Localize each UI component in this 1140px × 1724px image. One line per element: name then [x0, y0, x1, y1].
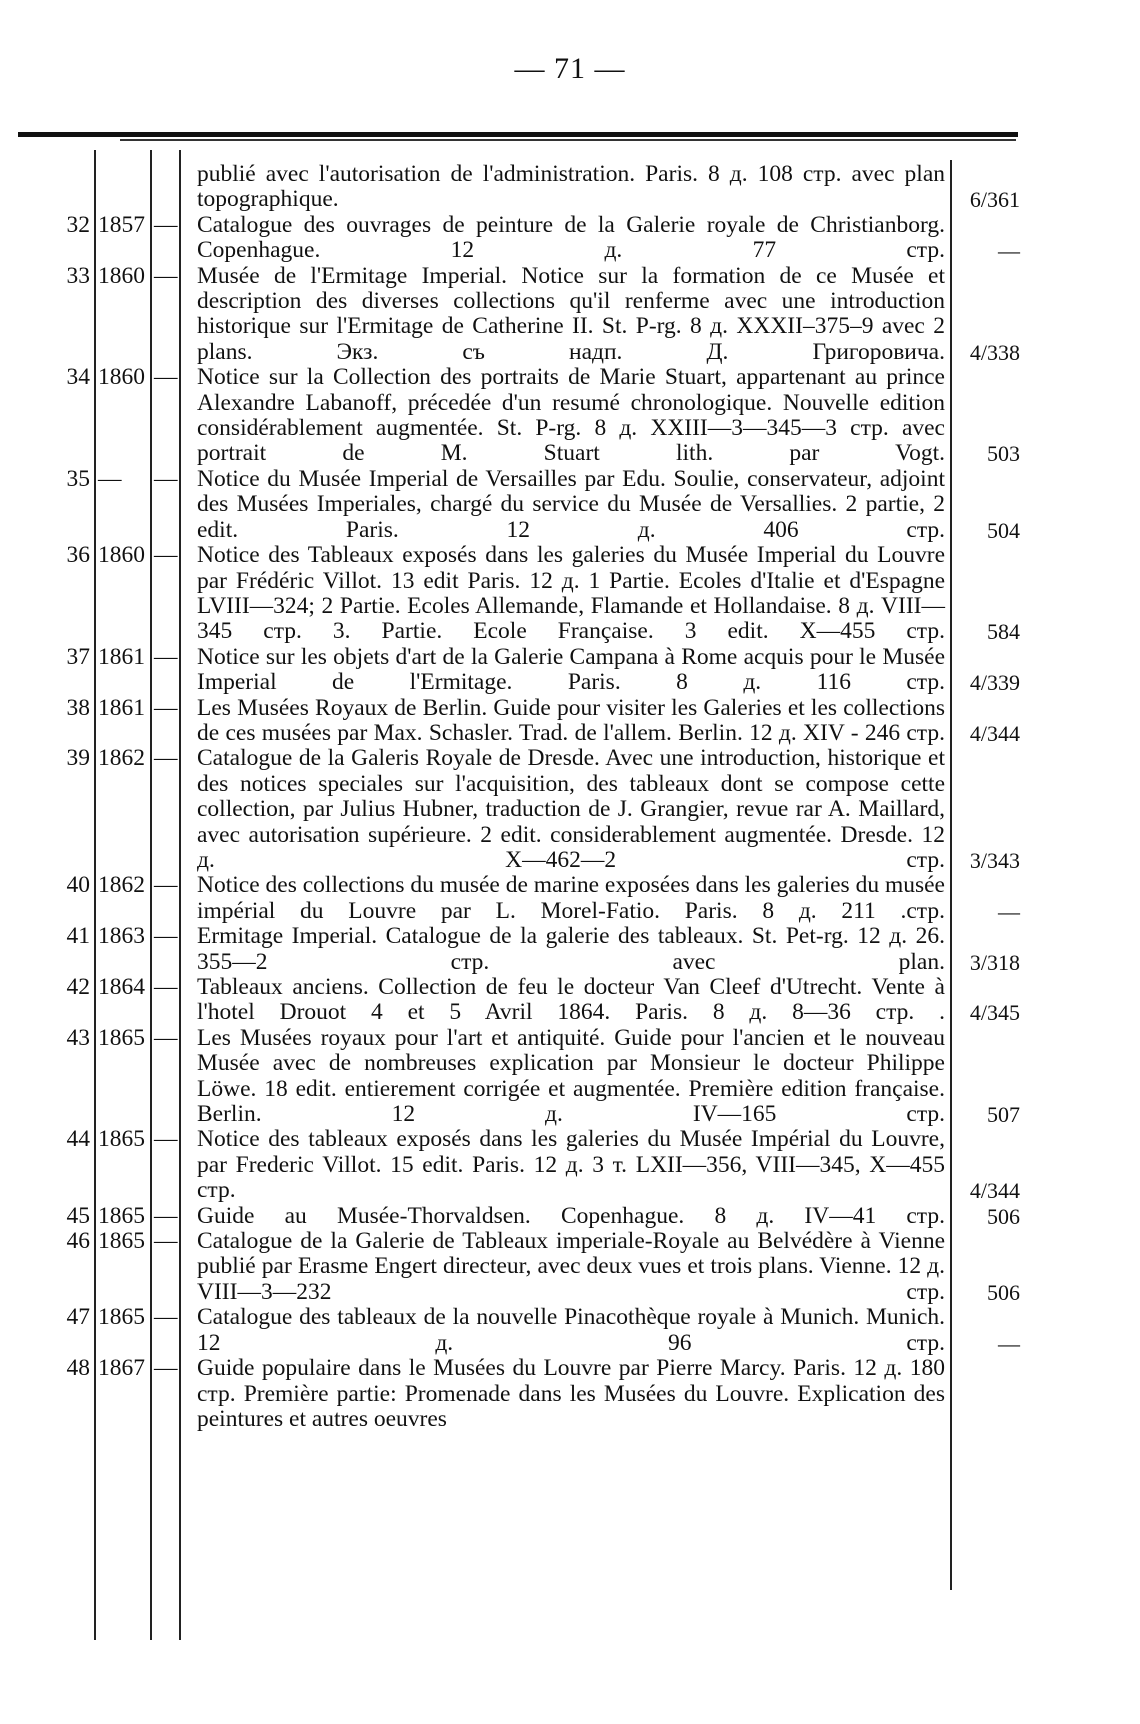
entry-price: 584 [987, 619, 1020, 645]
entry-dash: — [154, 1202, 178, 1229]
entry-number: 44 [66, 1126, 90, 1153]
entry-dash: — [154, 643, 178, 670]
entry-year: 1863 [98, 923, 145, 950]
catalog-entry [0, 1229, 1140, 1305]
entry-text: Notice du Musée Imperial de Versailles par Edu. Soulie, conservateur, adjoint des Musées Imperiales, chargé du service du Musée de Versallies. 2 partie, 2 edit. Paris. 12 д. 406 стр. [197, 465, 945, 543]
entry-text: publié avec l'autorisation de l'administration. Paris. 8 д. 108 стр. avec plan topographique. [197, 161, 945, 213]
entry-dash: — [154, 745, 178, 772]
entry-dash: — [154, 1304, 178, 1331]
entry-dash: — [154, 542, 178, 569]
entry-text: Musée de l'Ermitage Imperial. Notice sur la formation de ce Musée et description des diverses collections qu'il renferme avec une introduction historique sur l'Ermitage de Catherine II. St. P-rg. 8 д. XXXII–375–9 avec 2 plans. Экз. съ надп. Д. Григоровича. [197, 262, 945, 365]
catalog-entry [0, 873, 1140, 924]
entry-number: 35 [66, 465, 90, 492]
entry-price: 506 [987, 1279, 1020, 1305]
entry-number: 38 [66, 694, 90, 721]
entry-text: Catalogue de la Galerie de Tableaux imperiale-Royale au Belvédère à Vienne publié par Erasme Engert directeur, avec deux vues et trois plans. Vienne. 12 д. VIII—3—232 стр. [197, 1228, 945, 1305]
entry-text: Notice des collections du musée de marine exposées dans les galeries du musée impérial du Louvre par L. Morel-Fatio. Paris. 8 д. 211 .стр. [197, 872, 945, 924]
entry-price: 4/345 [969, 1000, 1020, 1026]
header-rule-secondary [120, 139, 1016, 141]
entry-price: 3/343 [969, 847, 1020, 873]
entry-dash: — [154, 974, 178, 1000]
entry-year: 1857 [98, 211, 145, 238]
entry-year: 1864 [98, 974, 145, 1000]
catalog-entry [0, 467, 1140, 543]
entry-text: Notice sur les objets d'art de la Galerie Campana à Rome acquis pour le Musée Imperial de l'Ermitage. Paris. 8 д. 116 стр. [197, 643, 945, 696]
entry-year: 1861 [98, 694, 145, 721]
entry-number: 42 [66, 974, 90, 1000]
entry-number: 39 [66, 745, 90, 772]
entry-price: 4/338 [969, 339, 1020, 365]
entry-text: Ermitage Imperial. Catalogue de la galerie des tableaux. St. Pet-rg. 12 д. 26. 355—2 стр. avec plan. [197, 923, 945, 975]
entry-price: 503 [987, 441, 1020, 467]
entry-dash: — [154, 1126, 178, 1153]
entry-dash: — [154, 1228, 178, 1255]
entry-text: Notice des tableaux exposés dans les galeries du Musée Impérial du Louvre, par Frederic Villot. 15 edit. Paris. 12 д. 3 т. LXII—356, VIII—345, X—455 стр. [197, 1126, 945, 1204]
entry-number: 41 [66, 923, 90, 950]
entry-text: Les Musées royaux pour l'art et antiquité. Guide pour l'ancien et le nouveau Musée avec de nombreuses explication par Monsieur le docteur Philippe Löwe. 18 edit. entierement corrigée et augmentée. Première edition française. Berlin. 12 д. IV—165 стр. [197, 1024, 945, 1128]
entry-dash: — [154, 1024, 178, 1051]
entry-year: — [98, 465, 122, 492]
entry-text: Notice sur la Collection des portraits de Marie Stuart, appartenant au prince Alexandre Labanoff, précedée d'un resumé chronologique. Nouvelle edition considérablement augmentée. St. P-rg. 8 д. XXIII—3—345—3 стр. avec portrait de M. Stuart lith. par Vogt. [197, 364, 945, 467]
entry-number: 36 [66, 542, 90, 569]
page-number: — 71 — [514, 52, 626, 85]
entry-year: 1862 [98, 872, 145, 899]
entry-year: 1865 [98, 1024, 145, 1051]
catalog-entry [0, 1026, 1140, 1128]
entry-number: 33 [66, 262, 90, 289]
entry-dash: — [154, 923, 178, 950]
entry-text: Guide au Musée-Thorvaldsen. Copenhague. 8 д. IV—41 стр. [197, 1202, 945, 1229]
entry-price: 4/344 [969, 1178, 1020, 1204]
entry-price: — [998, 898, 1020, 924]
entry-year: 1860 [98, 262, 145, 289]
entry-year: 1860 [98, 364, 145, 391]
catalog-entry [0, 1305, 1140, 1356]
catalog-entry [0, 1127, 1140, 1203]
entry-price: 4/339 [969, 670, 1020, 696]
catalog-entry [0, 543, 1140, 645]
entry-number: 37 [66, 643, 90, 670]
entry-price: 3/318 [969, 949, 1020, 975]
entry-year: 1865 [98, 1126, 145, 1153]
catalog-entry [0, 696, 1140, 747]
catalog-entry [0, 213, 1140, 264]
entry-price: 507 [987, 1102, 1020, 1128]
entry-text: Guide populaire dans le Musées du Louvre par Pierre Marcy. Paris. 12 д. 180 стр. Première partie: Promenade dans les Musées du Louvre. Explication des peintures et autres oeuvres [197, 1355, 945, 1432]
catalog-entry [0, 975, 1140, 1026]
entry-price: 504 [987, 517, 1020, 543]
entry-text: Catalogue de la Galeris Royale de Dresde. Avec une introduction, historique et des notices speciales sur l'acquisition, des tableaux dont se compose cette collection, par Julius Hubner, traduction de J. Grangier, revue rar A. Maillard, avec autorisation supérieure. 2 edit. considerablement augmentée. Dresde. 12 д. X—462—2 стр. [197, 745, 945, 873]
entry-year: 1862 [98, 745, 145, 772]
entry-number: 47 [66, 1304, 90, 1331]
catalog-list [0, 162, 1140, 1432]
entry-text: Notice des Tableaux exposés dans les galeries du Musée Imperial du Louvre par Frédéric Villot. 13 edit Paris. 12 д. 1 Partie. Ecoles d'Italie et d'Espagne LVIII—324; 2 Partie. Ecoles Allemande, Flamande et Hollandaise. 8 д. VIII—345 стр. 3. Partie. Ecole Française. 3 edit. X—455 стр. [197, 542, 945, 645]
entry-number: 48 [66, 1355, 90, 1382]
entry-number: 46 [66, 1228, 90, 1255]
catalog-entry [0, 162, 1140, 213]
catalog-entry [0, 264, 1140, 366]
entry-number: 34 [66, 364, 90, 391]
catalog-entry [0, 1356, 1140, 1432]
entry-year: 1861 [98, 643, 145, 670]
catalog-entry [0, 1204, 1140, 1229]
entry-price: 506 [987, 1203, 1020, 1229]
entry-price: — [998, 1330, 1020, 1356]
catalog-entry [0, 645, 1140, 696]
entry-number: 45 [66, 1202, 90, 1229]
entry-dash: — [154, 262, 178, 289]
entry-year: 1860 [98, 542, 145, 569]
entry-number: 32 [66, 211, 90, 238]
entry-dash: — [154, 211, 178, 238]
catalog-entry [0, 746, 1140, 873]
header-rule [18, 132, 1018, 137]
entry-text: Catalogue des ouvrages de peinture de la Galerie royale de Christianborg. Copenhague. 12 д. 77 стр. [197, 211, 945, 264]
entry-dash: — [154, 364, 178, 391]
entry-price: 6/361 [969, 187, 1020, 213]
entry-price: 4/344 [969, 720, 1020, 746]
entry-text: Tableaux anciens. Collection de feu le docteur Van Cleef d'Utrecht. Vente à l'hotel Drouot 4 et 5 Avril 1864. Paris. 8 д. 8—36 стр. . [197, 974, 945, 1026]
entry-text: Les Musées Royaux de Berlin. Guide pour visiter les Galeries et les collections de ces musées par Max. Schasler. Trad. de l'allem. Berlin. 12 д. XIV - 246 стр. [197, 694, 945, 746]
entry-year: 1867 [98, 1355, 145, 1382]
entry-number: 40 [66, 872, 90, 899]
entry-text: Catalogue des tableaux de la nouvelle Pinacothèque royale à Munich. Munich. 12 д. 96 стр. [197, 1304, 945, 1356]
entry-year: 1865 [98, 1202, 145, 1229]
entry-dash: — [154, 465, 178, 492]
entry-year: 1865 [98, 1228, 145, 1255]
catalog-entry [0, 924, 1140, 975]
entry-year: 1865 [98, 1304, 145, 1331]
entry-price: — [998, 238, 1020, 264]
entry-dash: — [154, 1355, 178, 1382]
entry-dash: — [154, 872, 178, 899]
entry-number: 43 [66, 1024, 90, 1051]
entry-dash: — [154, 694, 178, 721]
catalog-entry [0, 365, 1140, 467]
